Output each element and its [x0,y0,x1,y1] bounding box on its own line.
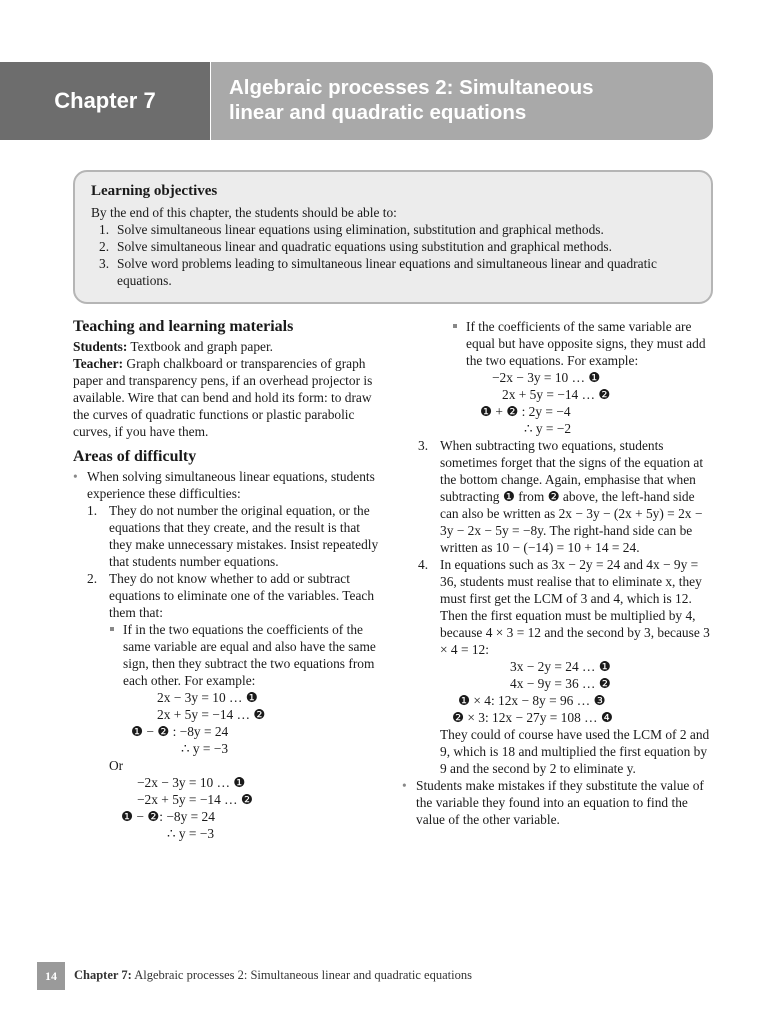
difficulty-item-2: 2. They do not know whether to add or subtract equations to eliminate one of the variables. Teach them that: If in the two equations the coefficients of the same variable are equal and also have the same sign, then they subtract the two equations from each other. For example: 2x − 3y = 10 … ❶ 2x + 5y = −14 … ❷ ❶ − ❷ : −8y = 24 ∴ y = −3 Or −2x − 3y = 10 … ❶ −2x + 5y = −14 … ❷ ❶ − ❷: −8y = 24 ∴ y = −3 [87,570,385,842]
example-equation: ❶ − ❷: −8y = 24 [121,809,215,824]
example-equation: ❶ − ❷ : −8y = 24 [131,724,229,739]
chapter-title [211,62,713,140]
example-equation: ❷ × 3: 12x − 27y = 108 … ❹ [452,710,613,725]
materials-heading: Teaching and learning materials [73,318,294,335]
difficulty-item-2-continued [416,318,716,437]
chapter-title-line1: Algebraic processes 2: Simultaneous [229,76,594,99]
difficulty-heading: Areas of difficulty [73,448,197,465]
objective-item: 2. Solve simultaneous linear and quadratic equations using substitution and graphical methods. [99,239,612,254]
example-equation: 3x − 2y = 24 … ❶ [510,659,611,674]
item-4-conclusion: They could of course have used the LCM of 2 and 9, which is 18 and multiplied the first equation by 9 and the second by 2 to eliminate y. [440,727,710,776]
page-number: 14 [37,962,65,990]
learning-objectives-box [73,170,713,304]
example-equation: −2x + 5y = −14 … ❷ [137,792,253,807]
example-equation: ❶ + ❷ : 2y = −4 [480,404,571,419]
example-equation: ❶ × 4: 12x − 8y = 96 … ❸ [458,693,606,708]
objective-item: 1. Solve simultaneous linear equations using elimination, substitution and graphical methods. [99,222,604,237]
materials-teacher: Teacher: Graph chalkboard or transparencies of graph paper and transparency pens, if an overhead projector is available. Wire that can bend and hold its form: to draw the curves of quadratic functions or plastic parabolic curves, if you have them. [73,356,373,439]
example-equation: 2x + 5y = −14 … ❷ [502,387,611,402]
difficulty-bullet-1: • When solving simultaneous linear equations, students experience these difficulties: 1. They do not number the original equation, or the equations that they create, and the result is that they make unnecessary mistakes. Insist repeatedly that students number equations. 2. They do not know whether to add or subtract equations to eliminate one of the variables. Teach them that: If in the two equations the coefficients of the same variable are equal and also have the same sign, then they subtract the two equations from each other. For example: 2x − 3y = 10 … ❶ 2x + 5y = −14 … ❷ ❶ − ❷ : −8y = 24 ∴ y = −3 Or −2x − 3y = 10 … ❶ −2x + 5y = −14 … ❷ ❶ − ❷: −8y = 24 ∴ y = −3 [73,468,385,842]
sub-point-opposite-sign: If the coefficients of the same variable are equal but have opposite signs, they must add the two equations. For example: −2x − 3y = 10 … ❶ 2x + 5y = −14 … ❷ ❶ + ❷ : 2y = −4 ∴ y = −2 [452,318,716,437]
difficulty-item-4: 4. In equations such as 3x − 2y = 24 and 4x − 9y = 36, students must realise that to eliminate x, they must first get the LCM of 3 and 4, which is 12. Then the first equation must be multiplied by 4, because 4 × 3 = 12 and the second by 3, because 3 × 4 = 12: 3x − 2y = 24 … ❶ 4x − 9y = 36 … ❷ ❶ × 4: 12x − 8y = 96 … ❸ ❷ × 3: 12x − 27y = 108 … ❹ They could of course have used the LCM of 2 and 9, which is 18 and multiplied the first equation by 9 and the second by 2 to eliminate y. [418,556,716,777]
example-equation: 2x + 5y = −14 … ❷ [157,707,266,722]
example-equation: −2x − 3y = 10 … ❶ [492,370,601,385]
objectives-list [91,221,695,289]
difficulty-item-3: 3. When subtracting two equations, students sometimes forget that the signs of the equation at the bottom change. Again, emphasise that when subtracting ❶ from ❷ above, the left-hand side can also be written as 2x − 3y − (2x + 5y) = 2x − 3y − 2x − 5y = −8y. The right-hand side can be written as 10 − (−14) = 10 + 14 = 24. [418,438,704,555]
objectives-title: Learning objectives [91,183,218,199]
page-footer [37,962,637,990]
objective-item: 3. Solve word problems leading to simultaneous linear equations and simultaneous linear and quadratic equations. [99,256,657,288]
example-equation: 2x − 3y = 10 … ❶ [157,690,258,705]
chapter-number: Chapter 7 [0,62,210,140]
footer-chapter-title: Chapter 7: Algebraic processes 2: Simultaneous linear and quadratic equations [74,968,472,982]
chapter-header [0,62,713,140]
difficulty-item-1: 1. They do not number the original equation, or the equations that they create, and the result is that they make unnecessary mistakes. Insist repeatedly that students number equations. [87,503,379,569]
difficulty-bullet-2: • Students make mistakes if they substitute the value of the variable they found into an equation to find the value of the other variable. [402,778,704,827]
chapter-title-line2: linear and quadratic equations [229,101,527,124]
example-equation: −2x − 3y = 10 … ❶ [137,775,246,790]
example-equation: ∴ y = −3 [181,741,229,756]
sub-point-same-sign: If in the two equations the coefficients of the same variable are equal and also have the same sign, then they subtract the two equations from each other. For example: 2x − 3y = 10 … ❶ 2x + 5y = −14 … ❷ ❶ − ❷ : −8y = 24 ∴ y = −3 [109,621,385,757]
example-equation: 4x − 9y = 36 … ❷ [510,676,611,691]
or-label: Or [109,758,124,773]
example-equation: ∴ y = −2 [524,421,572,436]
left-column [73,318,385,842]
materials-students: Students: Textbook and graph paper. [73,339,274,354]
objectives-intro: By the end of this chapter, the students should be able to: [91,205,397,220]
example-equation: ∴ y = −3 [167,826,215,841]
right-column [402,318,716,828]
